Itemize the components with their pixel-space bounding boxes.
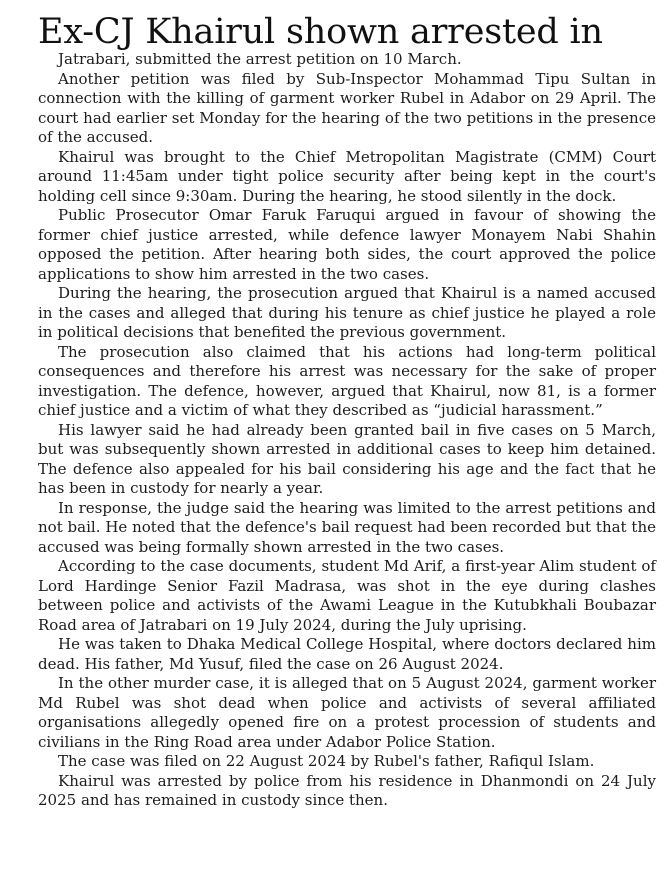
article-paragraph: In the other murder case, it is alleged that on 5 August 2024, garment worker Md Rubel was shot dead when police and activists of several affiliated organisations allegedly opened fire on a protest procession of students and civilians in the Ring Road area under Adabor Police Station.	[38, 674, 656, 751]
article-paragraph: Khairul was arrested by police from his residence in Dhanmondi on 24 July 2025 and has remained in custody since then.	[38, 771, 656, 809]
article-paragraph: During the hearing, the prosecution argued that Khairul is a named accused in the cases and alleged that during his tenure as chief justice he played a role in political decisions that benefited the previous government.	[38, 284, 656, 341]
article-body	[38, 50, 656, 811]
article-headline: Ex-CJ Khairul shown arrested in	[38, 12, 603, 52]
article-paragraph: According to the case documents, student Md Arif, a first-year Alim student of Lord Hardinge Senior Fazil Madrasa, was shot in the eye during clashes between police and activists of the Awami League in the Kutubkhali Boubazar Road area of Jatrabari on 19 July 2024, during the July uprising.	[38, 557, 656, 634]
article-paragraph: Jatrabari, submitted the arrest petition on 10 March.	[58, 50, 462, 68]
article-paragraph: Public Prosecutor Omar Faruk Faruqui argued in favour of showing the former chief justice arrested, while defence lawyer Monayem Nabi Shahin opposed the petition. After hearing both sides, the court approved the police applications to show him arrested in the two cases.	[38, 206, 656, 283]
article-paragraph: Another petition was filed by Sub-Inspector Mohammad Tipu Sultan in connection with the killing of garment worker Rubel in Adabor on 29 April. The court had earlier set Monday for the hearing of the two petitions in the presence of the accused.	[38, 69, 656, 146]
article-paragraph: He was taken to Dhaka Medical College Hospital, where doctors declared him dead. His father, Md Yusuf, filed the case on 26 August 2024.	[38, 635, 656, 673]
article-paragraph: The prosecution also claimed that his actions had long-term political consequences and therefore his arrest was necessary for the sake of proper investigation. The defence, however, argued that Khairul, now 81, is a former chief justice and a victim of what they described as “judicial harassment.”	[38, 342, 656, 419]
article-paragraph: Khairul was brought to the Chief Metropolitan Magistrate (CMM) Court around 11:45am under tight police security after being kept in the court's holding cell since 9:30am. During the hearing, he stood silently in the dock.	[38, 147, 656, 205]
article-paragraph: His lawyer said he had already been granted bail in five cases on 5 March, but was subsequently shown arrested in additional cases to keep him detained. The defence also appealed for his bail considering his age and the fact that he has been in custody for nearly a year.	[38, 420, 656, 497]
article-paragraph: In response, the judge said the hearing was limited to the arrest petitions and not bail. He noted that the defence's bail request had been recorded but that the accused was being formally shown arrested in the two cases.	[38, 498, 656, 556]
article-paragraph: The case was filed on 22 August 2024 by Rubel's father, Rafiqul Islam.	[58, 752, 595, 770]
